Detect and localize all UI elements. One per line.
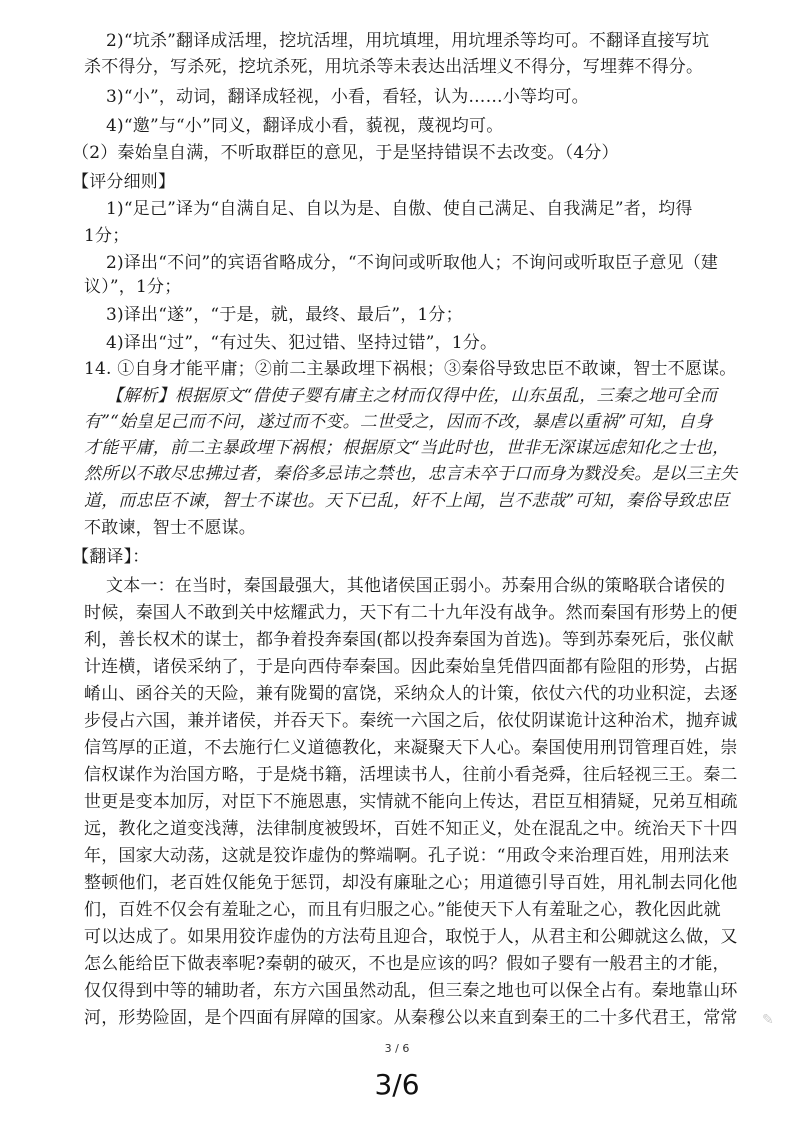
text-line: 1)“足己”译为“自满自足、自以为是、自傲、使自己满足、自我满足”者，均得 — [106, 199, 693, 219]
question-answer: 14. ①自身才能平庸；②前二主暴政埋下祸根；③秦俗导致忠臣不敢谏，智士不愿谋。 — [84, 359, 737, 379]
text-line: 3)译出“遂”，“于是，就，最终、最后”，1分； — [106, 305, 463, 325]
text-line: 【解析】根据原文“借使子婴有庸主之材而仅得中佐，山东虽乱，三秦之地可全而 — [106, 386, 717, 406]
text-line: 信笃厚的正道，不去施行仁义道德教化，来凝聚天下人心。秦国使用刑罚管理百姓，崇 — [84, 738, 738, 758]
text-line: 时候，秦国人不敢到关中炫耀武力，天下有二十九年没有战争。然而秦国有形势上的便 — [84, 603, 738, 623]
text-line: 道，而忠臣不谏，智士不谋也。天下已乱，奸不上闻，岂不悲哉”可知，秦俗导致忠臣 — [84, 491, 730, 511]
text-line: 才能平庸，前二主暴政埋下祸根；根据原文“当此时也，世非无深谋远虑知化之士也， — [84, 438, 730, 458]
text-line: 年，国家大动荡，这就是狡诈虚伪的弊端啊。孔子说：“用政令来治理百姓，用刑法来 — [84, 846, 730, 866]
text-line: 世更是变本加厉，对臣下不施恩惠，实情就不能向上传达，君臣互相猜疑，兄弟互相疏 — [84, 792, 738, 812]
text-line: 计连横，诸侯采纳了，于是向西侍奉秦国。因此秦始皇凭借四面都有险阻的形势，占据 — [84, 657, 738, 677]
section-heading: 【评分细则】 — [72, 172, 176, 192]
text-line: 然所以不敢尽忠拂过者，秦俗多忌讳之禁也，忠言未卒于口而身为戮没矣。是以三主失 — [84, 464, 738, 484]
text-line: 们，百姓不仅会有羞耻之心，而且有归服之心。”能使天下人有羞耻之心，教化因此就 — [84, 900, 721, 920]
text-line: 步侵占六国，兼并诸侯，并吞天下。秦统一六国之后，依仗阴谋诡计这种治术，抛弃诚 — [84, 711, 738, 731]
text-line: 2)“坑杀”翻译成活埋，挖坑活埋，用坑填埋，用坑埋杀等均可。不翻译直接写坑 — [106, 31, 710, 51]
text-line: 怎么能给臣下做表率呢?秦朝的破灭，不也是应该的吗？假如子婴有一般君主的才能， — [84, 954, 730, 974]
text-line: 4)“邀”与“小”同义，翻译成小看，藐视，蔑视均可。 — [106, 116, 504, 136]
text-line: （2）秦始皇自满，不听取群臣的意见，于是坚持错误不去改变。（4分） — [72, 143, 619, 163]
page-number-indicator: 3/6 — [374, 1068, 420, 1101]
text-line: 远，教化之道变浅薄，法律制度被毁坏，百姓不知正义，处在混乱之中。统治天下十四 — [84, 819, 738, 839]
text-line: 仅仅得到中等的辅助者，东方六国虽然动乱，但三秦之地也可以保全占有。秦地靠山环 — [84, 981, 738, 1001]
text-line: 3)“小”，动词，翻译成轻视，小看，看轻，认为……小等均可。 — [106, 87, 589, 107]
text-line: 2)译出“不问”的宾语省略成分，“不询问或听取他人；不询问或听取臣子意见（建 — [106, 253, 719, 273]
text-line: 杀不得分，写杀死，挖坑杀死，用坑杀等未表达出活埋义不得分，写埋葬不得分。 — [84, 57, 704, 77]
text-line: 4)译出“过”，“有过失、犯过错、坚持过错”，1分。 — [106, 333, 498, 353]
text-line: 河，形势险固，是个四面有屏障的国家。从秦穆公以来直到秦王的二十多代君王，常常 — [84, 1008, 738, 1028]
text-line: 利，善长权术的谋士，都争着投奔秦国(都以投奔秦国为首选)。等到苏秦死后，张仪献 — [84, 630, 735, 650]
text-line: 不敢谏，智士不愿谋。 — [84, 518, 256, 538]
text-line: 有”“始皇足己而不问，遂过而不变。二世受之，因而不改，暴虐以重祸”可知，自身 — [84, 412, 713, 432]
text-line: 整顿他们，老百姓仅能免于惩罚，却没有廉耻之心；用道德引导百姓，用礼制去同化他 — [84, 873, 738, 893]
text-line: 议）”，1分； — [84, 277, 182, 297]
text-line: 1分； — [84, 226, 130, 246]
text-line: 崤山、函谷关的天险，兼有陇蜀的富饶，采纳众人的计策，依仗六代的功业积淀，去逐 — [84, 684, 738, 704]
scan-mark-icon: ✎ — [762, 1012, 774, 1028]
page-number-footer: 3 / 6 — [384, 1042, 410, 1055]
text-line: 文本一：在当时，秦国最强大，其他诸侯国正弱小。苏秦用合纵的策略联合诸侯的 — [106, 576, 726, 596]
section-heading: 【翻译】： — [72, 547, 150, 567]
text-line: 可以达成了。如果用狡诈虚伪的方法苟且迎合，取悦于人，从君主和公卿就这么做，又 — [84, 927, 738, 947]
text-line: 信权谋作为治国方略，于是烧书籍，活埋读书人，往前小看尧舜，往后轻视三王。秦二 — [84, 765, 738, 785]
